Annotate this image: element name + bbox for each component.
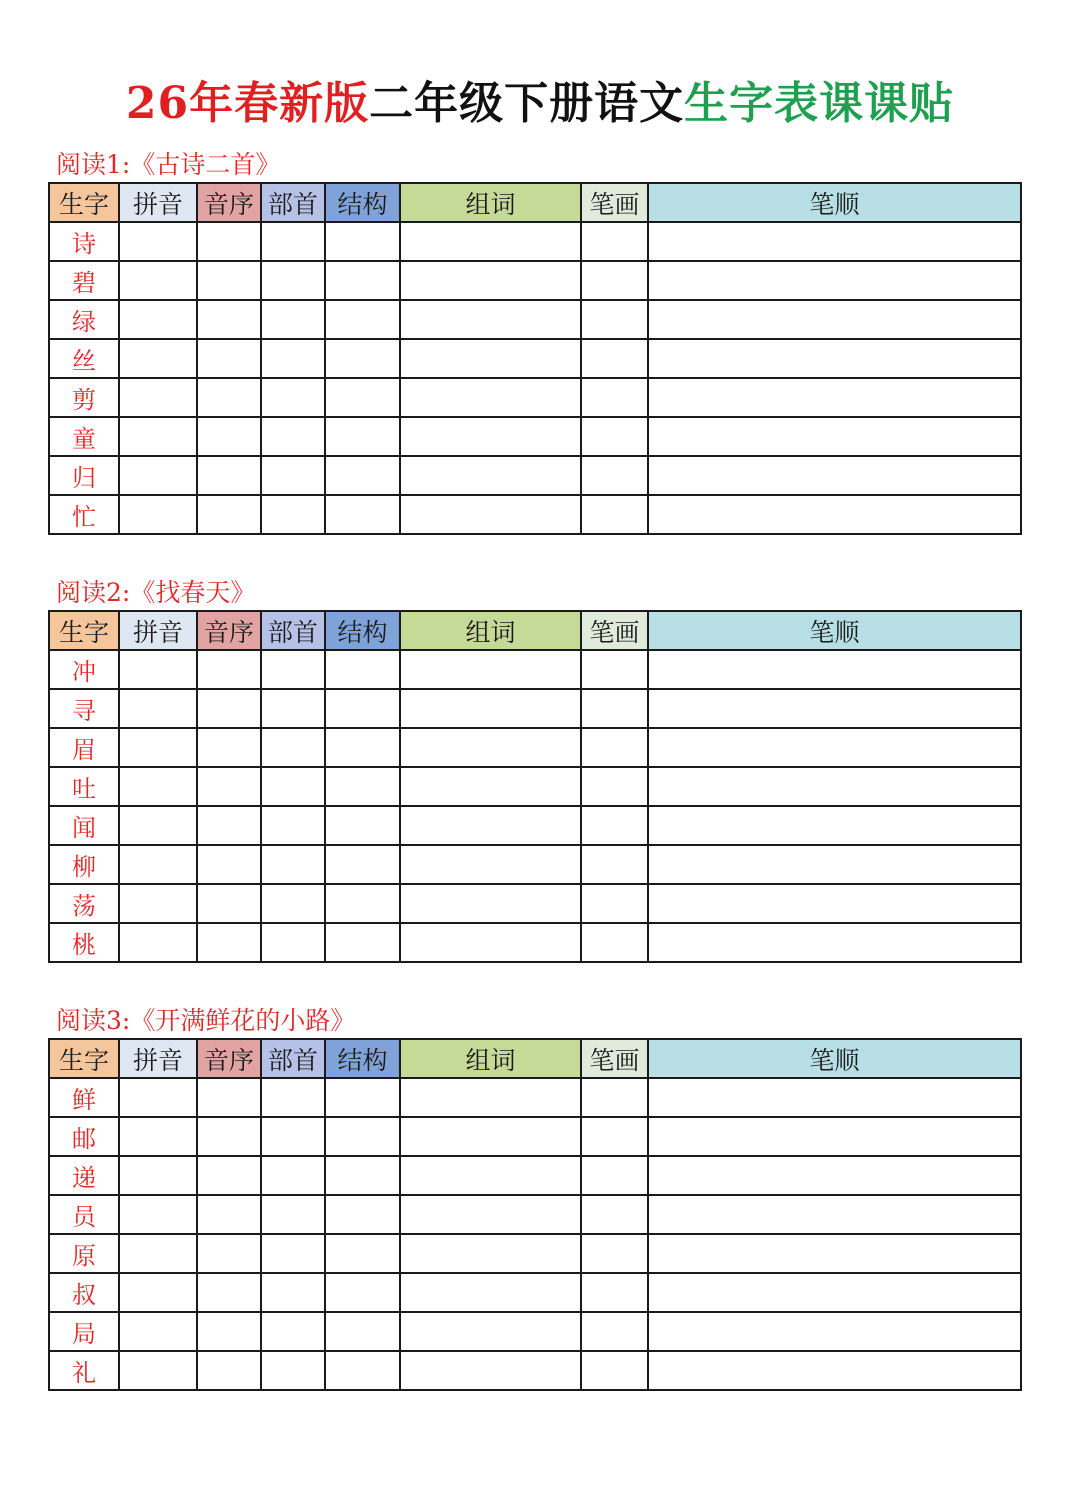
char-cell: 原 — [49, 1234, 119, 1273]
radical-cell[interactable] — [261, 845, 325, 884]
pinyin-cell[interactable] — [119, 495, 197, 534]
strokes-cell[interactable] — [581, 923, 648, 962]
strokes-cell[interactable] — [581, 728, 648, 767]
structure-cell[interactable] — [325, 222, 400, 261]
title-part-topic: 生字表课课贴 — [684, 78, 955, 129]
initial-cell[interactable] — [197, 767, 261, 806]
stroke-order-cell[interactable] — [648, 845, 1021, 884]
table-row — [49, 728, 1021, 767]
table-row — [49, 650, 1021, 689]
strokes-cell[interactable] — [581, 806, 648, 845]
words-cell[interactable] — [400, 456, 581, 495]
character-table — [48, 1038, 1022, 1391]
radical-cell[interactable] — [261, 417, 325, 456]
pinyin-cell[interactable] — [119, 767, 197, 806]
words-cell[interactable] — [400, 1195, 581, 1234]
table-row — [49, 1195, 1021, 1234]
stroke-order-cell[interactable] — [648, 923, 1021, 962]
radical-cell[interactable] — [261, 378, 325, 417]
char-cell: 寻 — [49, 689, 119, 728]
initial-cell[interactable] — [197, 806, 261, 845]
stroke-order-cell[interactable] — [648, 222, 1021, 261]
strokes-cell[interactable] — [581, 650, 648, 689]
char-cell: 吐 — [49, 767, 119, 806]
initial-cell[interactable] — [197, 456, 261, 495]
char-cell: 忙 — [49, 495, 119, 534]
stroke-order-cell[interactable] — [648, 261, 1021, 300]
initial-cell[interactable] — [197, 923, 261, 962]
stroke-order-cell[interactable] — [648, 1351, 1021, 1390]
strokes-cell[interactable] — [581, 495, 648, 534]
pinyin-cell[interactable] — [119, 300, 197, 339]
radical-cell[interactable] — [261, 884, 325, 923]
header-stroke-order: 笔顺 — [648, 1039, 1021, 1078]
initial-cell[interactable] — [197, 1078, 261, 1117]
page-title — [0, 74, 1080, 134]
stroke-order-cell[interactable] — [648, 495, 1021, 534]
section-title: 阅读1:《古诗二首》 — [56, 150, 281, 179]
strokes-cell[interactable] — [581, 1156, 648, 1195]
initial-cell[interactable] — [197, 1156, 261, 1195]
header-structure: 结构 — [325, 1039, 400, 1078]
table-row — [49, 417, 1021, 456]
header-structure: 结构 — [325, 183, 400, 222]
table-row — [49, 767, 1021, 806]
structure-cell[interactable] — [325, 728, 400, 767]
table-row — [49, 261, 1021, 300]
header-words: 组词 — [400, 611, 581, 650]
structure-cell[interactable] — [325, 1117, 400, 1156]
words-cell[interactable] — [400, 495, 581, 534]
initial-cell[interactable] — [197, 1195, 261, 1234]
table-header-row — [49, 183, 1021, 222]
char-cell: 剪 — [49, 378, 119, 417]
strokes-cell[interactable] — [581, 300, 648, 339]
char-cell: 荡 — [49, 884, 119, 923]
stroke-order-cell[interactable] — [648, 884, 1021, 923]
structure-cell[interactable] — [325, 884, 400, 923]
initial-cell[interactable] — [197, 884, 261, 923]
table-row — [49, 689, 1021, 728]
words-cell[interactable] — [400, 689, 581, 728]
char-cell: 柳 — [49, 845, 119, 884]
radical-cell[interactable] — [261, 806, 325, 845]
words-cell[interactable] — [400, 378, 581, 417]
radical-cell[interactable] — [261, 1312, 325, 1351]
header-initial: 音序 — [197, 1039, 261, 1078]
stroke-order-cell[interactable] — [648, 339, 1021, 378]
structure-cell[interactable] — [325, 417, 400, 456]
strokes-cell[interactable] — [581, 1195, 648, 1234]
radical-cell[interactable] — [261, 923, 325, 962]
table-row — [49, 1312, 1021, 1351]
char-cell: 鲜 — [49, 1078, 119, 1117]
stroke-order-cell[interactable] — [648, 689, 1021, 728]
pinyin-cell[interactable] — [119, 728, 197, 767]
char-cell: 童 — [49, 417, 119, 456]
pinyin-cell[interactable] — [119, 417, 197, 456]
pinyin-cell[interactable] — [119, 378, 197, 417]
radical-cell[interactable] — [261, 689, 325, 728]
words-cell[interactable] — [400, 261, 581, 300]
structure-cell[interactable] — [325, 689, 400, 728]
pinyin-cell[interactable] — [119, 806, 197, 845]
char-cell: 桃 — [49, 923, 119, 962]
stroke-order-cell[interactable] — [648, 728, 1021, 767]
strokes-cell[interactable] — [581, 261, 648, 300]
table-row — [49, 845, 1021, 884]
words-cell[interactable] — [400, 1273, 581, 1312]
stroke-order-cell[interactable] — [648, 806, 1021, 845]
words-cell[interactable] — [400, 417, 581, 456]
words-cell[interactable] — [400, 1312, 581, 1351]
radical-cell[interactable] — [261, 495, 325, 534]
header-pinyin: 拼音 — [119, 1039, 197, 1078]
table-row — [49, 378, 1021, 417]
char-cell: 冲 — [49, 650, 119, 689]
structure-cell[interactable] — [325, 1234, 400, 1273]
char-cell: 眉 — [49, 728, 119, 767]
header-structure: 结构 — [325, 611, 400, 650]
table-header-row — [49, 1039, 1021, 1078]
title-part-edition: 26年春新版 — [125, 78, 370, 129]
pinyin-cell[interactable] — [119, 884, 197, 923]
strokes-cell[interactable] — [581, 1312, 648, 1351]
header-strokes: 笔画 — [581, 183, 648, 222]
structure-cell[interactable] — [325, 767, 400, 806]
char-cell: 归 — [49, 456, 119, 495]
table-row — [49, 1351, 1021, 1390]
char-cell: 局 — [49, 1312, 119, 1351]
initial-cell[interactable] — [197, 689, 261, 728]
table-row — [49, 339, 1021, 378]
pinyin-cell[interactable] — [119, 1117, 197, 1156]
pinyin-cell[interactable] — [119, 1312, 197, 1351]
radical-cell[interactable] — [261, 1117, 325, 1156]
char-cell: 诗 — [49, 222, 119, 261]
initial-cell[interactable] — [197, 261, 261, 300]
strokes-cell[interactable] — [581, 339, 648, 378]
radical-cell[interactable] — [261, 650, 325, 689]
strokes-cell[interactable] — [581, 884, 648, 923]
header-initial: 音序 — [197, 183, 261, 222]
words-cell[interactable] — [400, 300, 581, 339]
section-title: 阅读2:《找春天》 — [56, 578, 256, 607]
words-cell[interactable] — [400, 650, 581, 689]
header-char: 生字 — [49, 611, 119, 650]
header-words: 组词 — [400, 183, 581, 222]
initial-cell[interactable] — [197, 1273, 261, 1312]
radical-cell[interactable] — [261, 1195, 325, 1234]
strokes-cell[interactable] — [581, 1234, 648, 1273]
words-cell[interactable] — [400, 1156, 581, 1195]
header-radical: 部首 — [261, 611, 325, 650]
structure-cell[interactable] — [325, 300, 400, 339]
structure-cell[interactable] — [325, 1312, 400, 1351]
character-table — [48, 182, 1022, 535]
structure-cell[interactable] — [325, 495, 400, 534]
pinyin-cell[interactable] — [119, 222, 197, 261]
structure-cell[interactable] — [325, 1156, 400, 1195]
strokes-cell[interactable] — [581, 1273, 648, 1312]
table-row — [49, 222, 1021, 261]
header-stroke-order: 笔顺 — [648, 611, 1021, 650]
table-row — [49, 1273, 1021, 1312]
table-row — [49, 1078, 1021, 1117]
words-cell[interactable] — [400, 806, 581, 845]
structure-cell[interactable] — [325, 339, 400, 378]
pinyin-cell[interactable] — [119, 1234, 197, 1273]
radical-cell[interactable] — [261, 339, 325, 378]
structure-cell[interactable] — [325, 650, 400, 689]
structure-cell[interactable] — [325, 1351, 400, 1390]
pinyin-cell[interactable] — [119, 689, 197, 728]
initial-cell[interactable] — [197, 650, 261, 689]
radical-cell[interactable] — [261, 300, 325, 339]
radical-cell[interactable] — [261, 728, 325, 767]
pinyin-cell[interactable] — [119, 456, 197, 495]
stroke-order-cell[interactable] — [648, 1195, 1021, 1234]
char-cell: 绿 — [49, 300, 119, 339]
words-cell[interactable] — [400, 923, 581, 962]
radical-cell[interactable] — [261, 767, 325, 806]
words-cell[interactable] — [400, 767, 581, 806]
table-row — [49, 1117, 1021, 1156]
header-pinyin: 拼音 — [119, 183, 197, 222]
radical-cell[interactable] — [261, 1234, 325, 1273]
pinyin-cell[interactable] — [119, 650, 197, 689]
char-cell: 员 — [49, 1195, 119, 1234]
initial-cell[interactable] — [197, 1351, 261, 1390]
header-strokes: 笔画 — [581, 611, 648, 650]
char-cell: 递 — [49, 1156, 119, 1195]
table-row — [49, 806, 1021, 845]
initial-cell[interactable] — [197, 378, 261, 417]
initial-cell[interactable] — [197, 728, 261, 767]
radical-cell[interactable] — [261, 456, 325, 495]
stroke-order-cell[interactable] — [648, 1117, 1021, 1156]
initial-cell[interactable] — [197, 300, 261, 339]
stroke-order-cell[interactable] — [648, 456, 1021, 495]
pinyin-cell[interactable] — [119, 1156, 197, 1195]
radical-cell[interactable] — [261, 222, 325, 261]
table-header-row — [49, 611, 1021, 650]
stroke-order-cell[interactable] — [648, 300, 1021, 339]
char-cell: 叔 — [49, 1273, 119, 1312]
char-cell: 礼 — [49, 1351, 119, 1390]
initial-cell[interactable] — [197, 1312, 261, 1351]
words-cell[interactable] — [400, 1078, 581, 1117]
radical-cell[interactable] — [261, 261, 325, 300]
structure-cell[interactable] — [325, 1273, 400, 1312]
initial-cell[interactable] — [197, 417, 261, 456]
structure-cell[interactable] — [325, 923, 400, 962]
table-row — [49, 1156, 1021, 1195]
pinyin-cell[interactable] — [119, 1273, 197, 1312]
initial-cell[interactable] — [197, 222, 261, 261]
pinyin-cell[interactable] — [119, 339, 197, 378]
header-stroke-order: 笔顺 — [648, 183, 1021, 222]
table-row — [49, 1234, 1021, 1273]
table-row — [49, 923, 1021, 962]
header-words: 组词 — [400, 1039, 581, 1078]
stroke-order-cell[interactable] — [648, 767, 1021, 806]
header-pinyin: 拼音 — [119, 611, 197, 650]
table-row — [49, 884, 1021, 923]
strokes-cell[interactable] — [581, 845, 648, 884]
char-cell: 邮 — [49, 1117, 119, 1156]
stroke-order-cell[interactable] — [648, 417, 1021, 456]
stroke-order-cell[interactable] — [648, 1156, 1021, 1195]
strokes-cell[interactable] — [581, 767, 648, 806]
words-cell[interactable] — [400, 1117, 581, 1156]
lesson-section — [48, 1004, 1020, 1391]
strokes-cell[interactable] — [581, 417, 648, 456]
pinyin-cell[interactable] — [119, 845, 197, 884]
strokes-cell[interactable] — [581, 1351, 648, 1390]
section-title: 阅读3:《开满鲜花的小路》 — [56, 1006, 356, 1035]
character-table — [48, 610, 1022, 963]
pinyin-cell[interactable] — [119, 1351, 197, 1390]
lesson-section — [48, 148, 1020, 535]
structure-cell[interactable] — [325, 845, 400, 884]
header-radical: 部首 — [261, 1039, 325, 1078]
strokes-cell[interactable] — [581, 222, 648, 261]
header-initial: 音序 — [197, 611, 261, 650]
initial-cell[interactable] — [197, 1234, 261, 1273]
stroke-order-cell[interactable] — [648, 1312, 1021, 1351]
strokes-cell[interactable] — [581, 456, 648, 495]
pinyin-cell[interactable] — [119, 923, 197, 962]
structure-cell[interactable] — [325, 378, 400, 417]
words-cell[interactable] — [400, 339, 581, 378]
stroke-order-cell[interactable] — [648, 1234, 1021, 1273]
header-strokes: 笔画 — [581, 1039, 648, 1078]
pinyin-cell[interactable] — [119, 1078, 197, 1117]
words-cell[interactable] — [400, 728, 581, 767]
words-cell[interactable] — [400, 845, 581, 884]
pinyin-cell[interactable] — [119, 1195, 197, 1234]
structure-cell[interactable] — [325, 1078, 400, 1117]
strokes-cell[interactable] — [581, 1078, 648, 1117]
initial-cell[interactable] — [197, 495, 261, 534]
words-cell[interactable] — [400, 1351, 581, 1390]
radical-cell[interactable] — [261, 1156, 325, 1195]
structure-cell[interactable] — [325, 1195, 400, 1234]
structure-cell[interactable] — [325, 261, 400, 300]
initial-cell[interactable] — [197, 1117, 261, 1156]
char-cell: 闻 — [49, 806, 119, 845]
structure-cell[interactable] — [325, 806, 400, 845]
radical-cell[interactable] — [261, 1273, 325, 1312]
words-cell[interactable] — [400, 222, 581, 261]
initial-cell[interactable] — [197, 845, 261, 884]
stroke-order-cell[interactable] — [648, 650, 1021, 689]
header-radical: 部首 — [261, 183, 325, 222]
radical-cell[interactable] — [261, 1351, 325, 1390]
char-cell: 碧 — [49, 261, 119, 300]
title-part-grade: 二年级下册语文 — [369, 78, 685, 129]
words-cell[interactable] — [400, 884, 581, 923]
radical-cell[interactable] — [261, 1078, 325, 1117]
strokes-cell[interactable] — [581, 689, 648, 728]
stroke-order-cell[interactable] — [648, 1273, 1021, 1312]
stroke-order-cell[interactable] — [648, 1078, 1021, 1117]
stroke-order-cell[interactable] — [648, 378, 1021, 417]
char-cell: 丝 — [49, 339, 119, 378]
table-row — [49, 495, 1021, 534]
header-char: 生字 — [49, 183, 119, 222]
structure-cell[interactable] — [325, 456, 400, 495]
table-row — [49, 456, 1021, 495]
initial-cell[interactable] — [197, 339, 261, 378]
strokes-cell[interactable] — [581, 1117, 648, 1156]
header-char: 生字 — [49, 1039, 119, 1078]
strokes-cell[interactable] — [581, 378, 648, 417]
words-cell[interactable] — [400, 1234, 581, 1273]
lesson-section — [48, 576, 1020, 963]
table-row — [49, 300, 1021, 339]
pinyin-cell[interactable] — [119, 261, 197, 300]
